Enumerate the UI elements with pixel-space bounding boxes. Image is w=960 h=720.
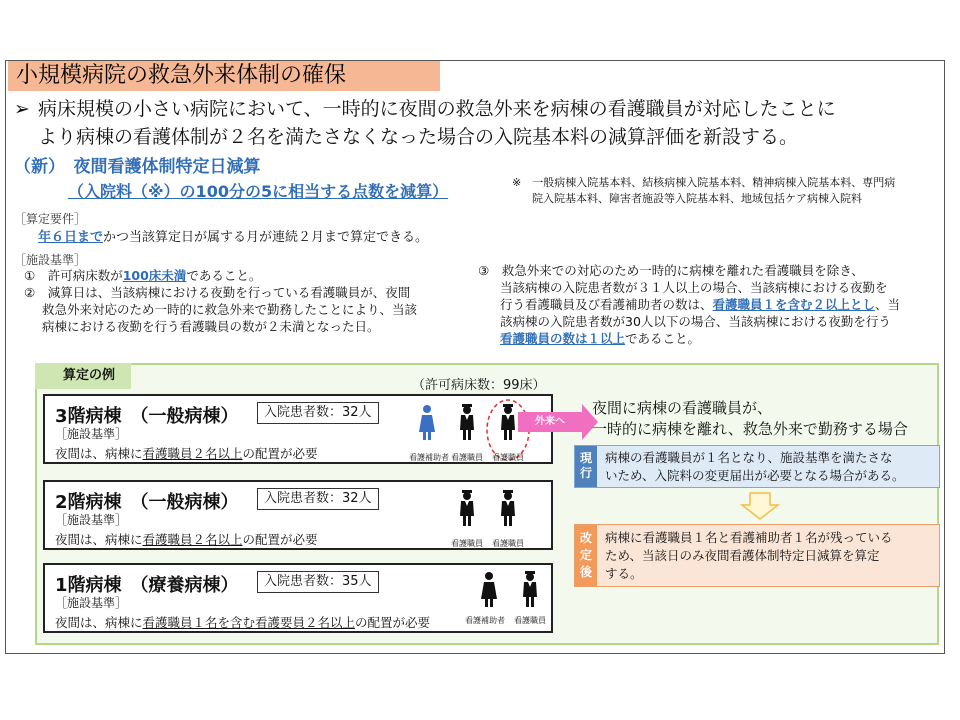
revised-line-2: ため、当該日のみ夜間看護体制特定日減算を算定	[605, 548, 880, 563]
standard-item-3-line-3-post: 、当	[875, 297, 901, 312]
patient-count: 入院患者数：32人	[257, 488, 379, 510]
standard-item-1-post: であること。	[186, 268, 262, 283]
revised-rule-box	[574, 524, 940, 587]
rule-post: の配置が必要	[242, 446, 318, 461]
intro-text	[14, 95, 944, 151]
standard-item-3-line-1: ③ 救急外来での対応のため一時的に病棟を離れた看護職員を除き、	[478, 263, 864, 278]
standard-item-2-line-3: 病棟における夜勤を行う看護職員の数が２未満となった日。	[42, 319, 380, 334]
assistant-person-icon	[417, 404, 437, 440]
nurse-icon	[498, 404, 518, 440]
new-item-subtitle: （入院料（※）の100分の5に相当する点数を減算）	[68, 182, 449, 201]
revised-line-3: する。	[605, 566, 643, 581]
calc-requirements-label: ［算定要件］	[14, 212, 87, 226]
staffing-rule	[55, 613, 430, 631]
intro-line-1: 病床規模の小さい病院において、一時的に夜間の救急外来を病棟の看護職員が対応したことに	[38, 98, 836, 120]
figure-label: 看護職員	[514, 616, 546, 625]
standard-item-3-line-2: 当該病棟の入院患者数が３１人以上の場合、当該病棟における夜勤を	[500, 280, 888, 295]
footnote	[512, 175, 942, 207]
standard-label: ［施設基準］	[55, 513, 128, 527]
scenario-text	[592, 398, 908, 440]
figure-label: 看護補助者	[409, 453, 449, 462]
scenario-line-2: 一時的に病棟を離れ、救急外来で勤務する場合	[592, 420, 908, 438]
footnote-line-1: ※ 一般病棟入院基本料、結核病棟入院基本料、精神病棟入院基本料、専門病	[512, 176, 896, 189]
current-tag: 現 行	[575, 446, 597, 487]
bed-count: （許可病床数：99床）	[412, 378, 546, 393]
revised-tag: 改 定 後	[575, 525, 597, 586]
rule-post: の配置が必要	[355, 615, 431, 630]
new-item-title: （新） 夜間看護体制特定日減算	[14, 157, 261, 177]
nurse-icon	[520, 571, 540, 607]
figure-label: 看護職員	[451, 453, 483, 462]
assistant-person-icon	[479, 571, 499, 607]
figure-label: 看護補助者	[465, 616, 505, 625]
calc-requirements-text	[38, 226, 428, 245]
staffing-rule	[55, 530, 318, 548]
rule-pre: 夜間は、病棟に	[55, 532, 143, 547]
intro-line-2: より病棟の看護体制が２名を満たさなくなった場合の入院基本料の減算評価を新設する。	[38, 126, 799, 148]
standard-item-3-highlight-1: 看護職員１を含む２以上とし	[712, 297, 876, 312]
rule-pre: 夜間は、病棟に	[55, 446, 143, 461]
rule-underlined: 看護職員２名以上	[142, 446, 243, 461]
nurse-icon	[498, 490, 518, 526]
page-title: 小規模病院の救急外来体制の確保	[8, 61, 440, 91]
standard-label: ［施設基準］	[55, 427, 128, 441]
standard-item-1-highlight: 100床未満	[122, 268, 187, 283]
standard-item-2-line-1: ② 減算日は、当該病棟における夜勤を行っている看護職員が、夜間	[24, 285, 411, 300]
ward-2f-card	[43, 480, 553, 550]
revised-line-1: 病棟に看護職員１名と看護補助者１名が残っている	[605, 530, 893, 545]
standard-item-3-line-5-post: であること。	[625, 331, 701, 346]
current-text	[605, 449, 905, 485]
staffing-rule	[55, 444, 318, 462]
patient-count: 入院患者数：35人	[257, 571, 379, 593]
rule-underlined: 看護職員１名を含む看護要員２名以上	[142, 615, 356, 630]
calc-requirements-highlight: 年６日まで	[38, 230, 104, 245]
current-line-1: 病棟の看護職員が１名となり、施設基準を満たさな	[605, 450, 893, 465]
standard-item-3-highlight-2: 看護職員の数は１以上	[500, 331, 626, 346]
nurse-icon	[457, 490, 477, 526]
standard-item-1-pre: ① 許可病床数が	[24, 268, 123, 283]
facility-standards-list	[24, 267, 464, 335]
nurse-icon	[457, 404, 477, 440]
standard-item-3-line-5	[478, 330, 940, 347]
bullet-arrow-icon: ➢	[14, 98, 30, 120]
ward-name: 2階病棟 （一般病棟）	[55, 492, 239, 513]
footnote-line-2: 院入院基本料、障害者施設等入院基本料、地域包括ケア病棟入院料	[532, 192, 862, 205]
scenario-line-1: 夜間に病棟の看護職員が、	[592, 399, 773, 417]
rule-post: の配置が必要	[242, 532, 318, 547]
standard-item-3	[478, 262, 940, 347]
to-outpatient-arrow: 外来へ	[518, 412, 582, 432]
current-rule-box	[574, 445, 940, 488]
ward-name: 1階病棟 （療養病棟）	[55, 575, 239, 596]
standard-label: ［施設基準］	[55, 596, 128, 610]
current-line-2: いため、入院料の変更届出が必要となる場合がある。	[605, 468, 905, 483]
revised-text	[605, 529, 893, 583]
ward-name: 3階病棟 （一般病棟）	[55, 406, 239, 427]
standard-item-2-line-2: 救急外来対応のため一時的に救急外来で勤務したことにより、当該	[42, 302, 418, 317]
figure-label: 看護職員	[492, 539, 524, 548]
rule-pre: 夜間は、病棟に	[55, 615, 143, 630]
figure-label: 看護職員	[492, 453, 524, 462]
rule-underlined: 看護職員２名以上	[142, 532, 243, 547]
standard-item-3-line-3	[478, 296, 940, 313]
facility-standards-label: ［施設基準］	[14, 253, 87, 267]
calc-requirements-body: かつ当該算定日が属する月が連続２月まで算定できる。	[103, 230, 429, 245]
example-label: 算定の例	[35, 363, 131, 389]
figure-label: 看護職員	[451, 539, 483, 548]
ward-1f-card	[43, 563, 553, 633]
standard-item-3-line-3-pre: 行う看護職員及び看護補助者の数は、	[500, 297, 713, 312]
standard-item-3-line-4: 該病棟の入院患者数が30人以下の場合、当該病棟における夜勤を行う	[500, 314, 891, 329]
down-arrow-icon	[740, 492, 780, 520]
standard-item-1	[24, 267, 464, 284]
patient-count: 入院患者数：32人	[257, 402, 379, 424]
ward-3f-card	[43, 394, 553, 464]
